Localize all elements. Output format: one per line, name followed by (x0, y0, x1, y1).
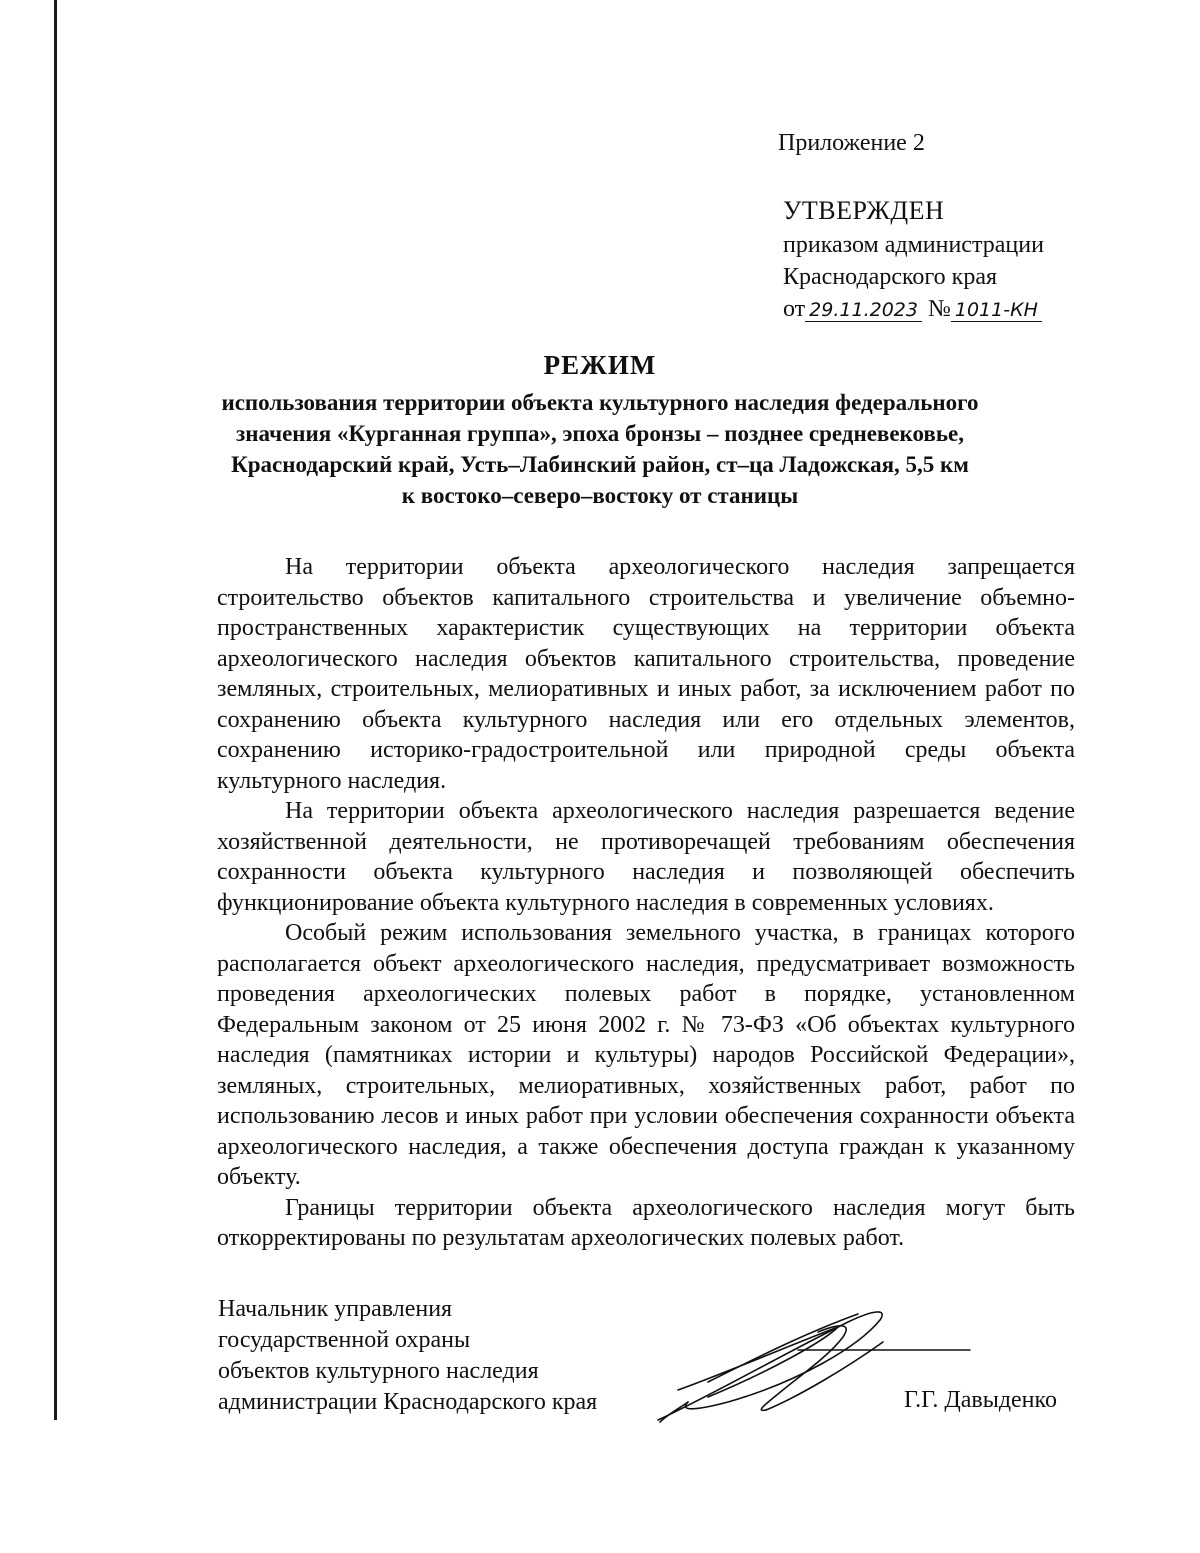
date-prefix: от (783, 296, 806, 322)
order-date-handwritten: 29.11.2023 (805, 299, 922, 322)
signer-name: Г.Г. Давыденко (904, 1387, 1057, 1413)
signatory-position (218, 1294, 597, 1418)
order-number-handwritten: 1011-КН (951, 299, 1042, 322)
body-paragraph: На территории объекта археологического наследия разрешается ведение хозяйственной деятельности, не противоречащей требованиям обеспечения сохранности объекта культурного наследия и позволяющей обеспечить функционирование объекта культурного наследия в современных условиях. (217, 798, 1075, 916)
document-subtitle-line-1: использования территории объекта культурного наследия федерального (221, 390, 979, 415)
order-date-line (783, 293, 1044, 325)
body-paragraph: Особый режим использования земельного участка, в границах которого располагается объект археологического наследия, предусматривает возможность проведения археологических полевых работ в порядке, установленном Федеральным законом от 25 июня 2002 г. № 73-ФЗ «Об объектах культурного наследия (памятниках истории и культуры) народов Российской Федерации», земляных, строительных, мелиоративных, хозяйственных работ, работ по использованию лесов и иных работ при условии обеспечения сохранности объекта археологического наследия, а также обеспечения доступа граждан к указанному объекту. (217, 920, 1075, 1190)
number-prefix: № (927, 296, 951, 322)
body-paragraph: На территории объекта археологического наследия запрещается строительство объектов капитального строительства и увеличение объемно-пространственных характеристик существующих на территории объекта археологического наследия объектов капитального строительства, проведение земляных, строительных, мелиоративных и иных работ, за исключением работ по сохранению объекта культурного наследия или его отдельных элементов, сохранению историко-градостроительной или природной среды объекта культурного наследия. (217, 554, 1075, 794)
approval-block (783, 195, 1044, 325)
document-body (217, 552, 1075, 1254)
approved-by-line-2: Краснодарского края (783, 264, 998, 290)
appendix-label: Приложение 2 (778, 130, 925, 156)
document-subtitle-line-2: значения «Курганная группа», эпоха бронзы – позднее средневековье, (236, 421, 964, 446)
position-line-1: Начальник управления (218, 1296, 453, 1322)
document-subtitle-line-3: Краснодарский край, Усть–Лабинский район, ст–ца Ладожская, 5,5 км (231, 452, 969, 477)
document-title-block (150, 350, 1050, 511)
approved-heading: УТВЕРЖДЕН (783, 196, 945, 225)
document-title: РЕЖИМ (543, 350, 657, 380)
approved-by-line-1: приказом администрации (783, 232, 1044, 258)
body-paragraph: Границы территории объекта археологического наследия могут быть откорректированы по результатам археологических полевых работ. (217, 1194, 1075, 1251)
document-subtitle-line-4: к востоко–северо–востоку от станицы (401, 483, 799, 508)
position-line-2: государственной охраны (218, 1327, 471, 1353)
scan-edge-line (54, 0, 57, 1420)
position-line-3: объектов культурного наследия (218, 1358, 539, 1384)
position-line-4: администрации Краснодарского края (218, 1389, 598, 1415)
